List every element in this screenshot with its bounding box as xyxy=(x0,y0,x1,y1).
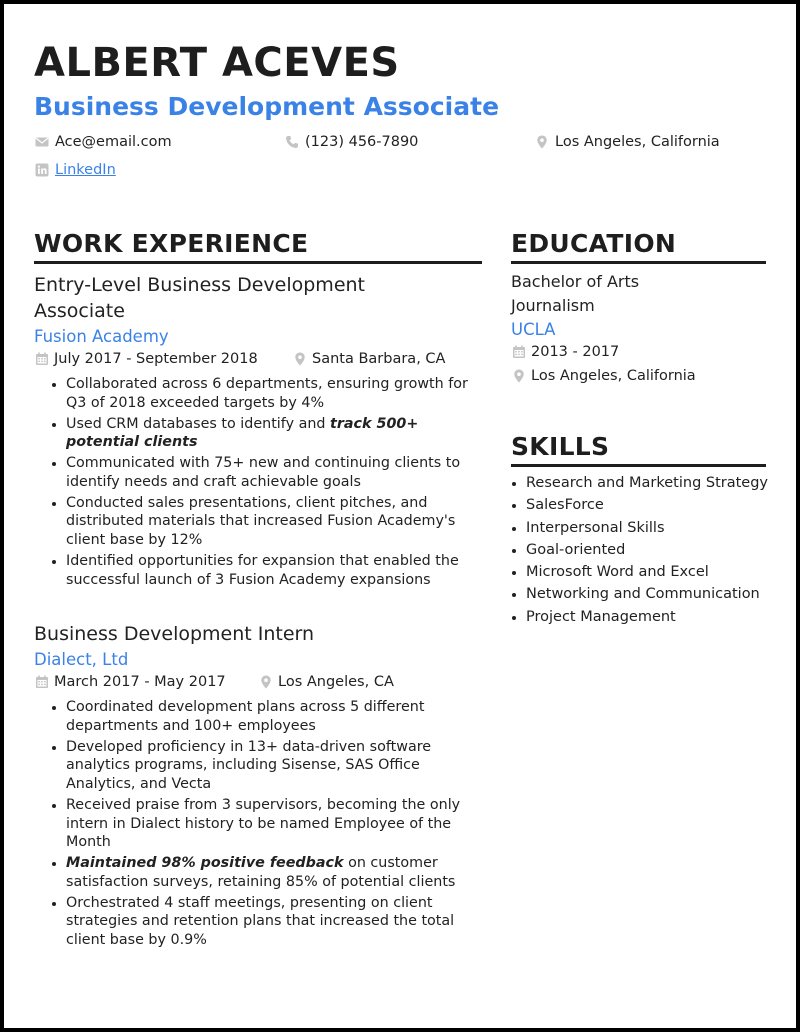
dates-text: July 2017 - September 2018 xyxy=(54,351,258,367)
job-title-line: Entry-Level Business Development xyxy=(34,274,365,296)
education-rule xyxy=(511,261,766,264)
school-name: UCLA xyxy=(511,320,556,339)
dates-text: March 2017 - May 2017 xyxy=(54,674,226,690)
location-text: Santa Barbara, CA xyxy=(312,351,446,367)
degree: Bachelor of Arts xyxy=(511,272,640,291)
bullet-highlight: track 500+ potential clients xyxy=(66,415,419,451)
contact-linkedin xyxy=(35,162,116,178)
skill-item: • Project Management xyxy=(526,606,788,628)
skill-item: • Goal-oriented xyxy=(526,539,788,561)
company-name: Fusion Academy xyxy=(34,327,169,346)
candidate-title: Business Development Associate xyxy=(34,92,500,121)
map-pin-icon xyxy=(512,369,526,383)
linkedin-icon xyxy=(35,163,49,177)
skill-item: • Networking and Communication xyxy=(526,583,788,605)
bullet-item xyxy=(66,854,478,891)
company-name: Dialect, Ltd xyxy=(34,650,129,669)
email-text: Ace@email.com xyxy=(55,134,172,150)
location-text: Los Angeles, CA xyxy=(278,674,394,690)
skills-heading: SKILLS xyxy=(511,432,610,461)
calendar-icon xyxy=(35,675,49,689)
job-title xyxy=(34,272,365,324)
linkedin-link[interactable]: LinkedIn xyxy=(55,162,116,178)
education-dates xyxy=(512,344,619,360)
bullet-item: • Received praise from 3 supervisors, becoming the only intern in Dialect history to be named Employee of the Month xyxy=(66,796,478,852)
job-dates xyxy=(35,351,258,367)
skills-list xyxy=(511,472,788,628)
phone-text: (123) 456-7890 xyxy=(305,134,419,150)
job-bullets xyxy=(34,375,478,592)
dates-text: 2013 - 2017 xyxy=(531,344,620,360)
bullet-item: • Coordinated development plans across 5 different departments and 100+ employees xyxy=(66,698,478,735)
job-location xyxy=(259,674,394,690)
bullet-item: • Developed proficiency in 13+ data-driven software analytics programs, including Sisense, SAS Office Analytics, and Vecta xyxy=(66,738,478,794)
contact-location xyxy=(535,134,720,150)
map-pin-icon xyxy=(293,352,307,366)
candidate-name: ALBERT ACEVES xyxy=(34,40,400,86)
job-dates xyxy=(35,674,226,690)
phone-icon xyxy=(285,135,299,149)
location-text: Los Angeles, California xyxy=(555,134,720,150)
job-location xyxy=(293,351,445,367)
calendar-icon xyxy=(512,345,526,359)
bullet-text: on customer satisfaction surveys, retaining 85% of potential clients xyxy=(66,855,456,890)
envelope-icon xyxy=(35,135,49,149)
work-experience-rule xyxy=(34,261,482,264)
resume-page xyxy=(4,4,796,1028)
contact-phone xyxy=(285,134,418,150)
bullet-item: • Orchestrated 4 staff meetings, presenting on client strategies and retention plans that increased the total client base by 0.9% xyxy=(66,894,478,950)
job-title: Business Development Intern xyxy=(34,623,315,645)
skill-item: • Research and Marketing Strategy xyxy=(526,472,788,494)
calendar-icon xyxy=(35,352,49,366)
map-pin-icon xyxy=(535,135,549,149)
skill-item: • SalesForce xyxy=(526,494,788,516)
skill-item: • Microsoft Word and Excel xyxy=(526,561,788,583)
bullet-item: • Conducted sales presentations, client pitches, and distributed materials that increased Fusion Academy's client base by 12% xyxy=(66,494,478,550)
location-text: Los Angeles, California xyxy=(531,368,696,384)
skills-rule xyxy=(511,464,766,467)
bullet-item xyxy=(66,415,478,452)
education-heading: EDUCATION xyxy=(511,229,677,258)
bullet-text: Used CRM databases to identify and xyxy=(66,415,331,432)
bullet-highlight: Maintained 98% positive feedback xyxy=(66,855,344,872)
map-pin-icon xyxy=(259,675,273,689)
bullet-item: • Identified opportunities for expansion that enabled the successful launch of 3 Fusion Academy expansions xyxy=(66,552,478,589)
job-title-line: Associate xyxy=(34,300,125,322)
skill-item: • Interpersonal Skills xyxy=(526,517,788,539)
work-experience-heading: WORK EXPERIENCE xyxy=(34,229,309,258)
contact-email xyxy=(35,134,172,150)
bullet-item: • Collaborated across 6 departments, ensuring growth for Q3 of 2018 exceeded targets by 4% xyxy=(66,375,478,412)
job-bullets xyxy=(34,698,478,952)
education-location xyxy=(512,368,696,384)
field-of-study: Journalism xyxy=(511,296,595,315)
bullet-item: • Communicated with 75+ new and continuing clients to identify needs and craft achievable goals xyxy=(66,454,478,491)
